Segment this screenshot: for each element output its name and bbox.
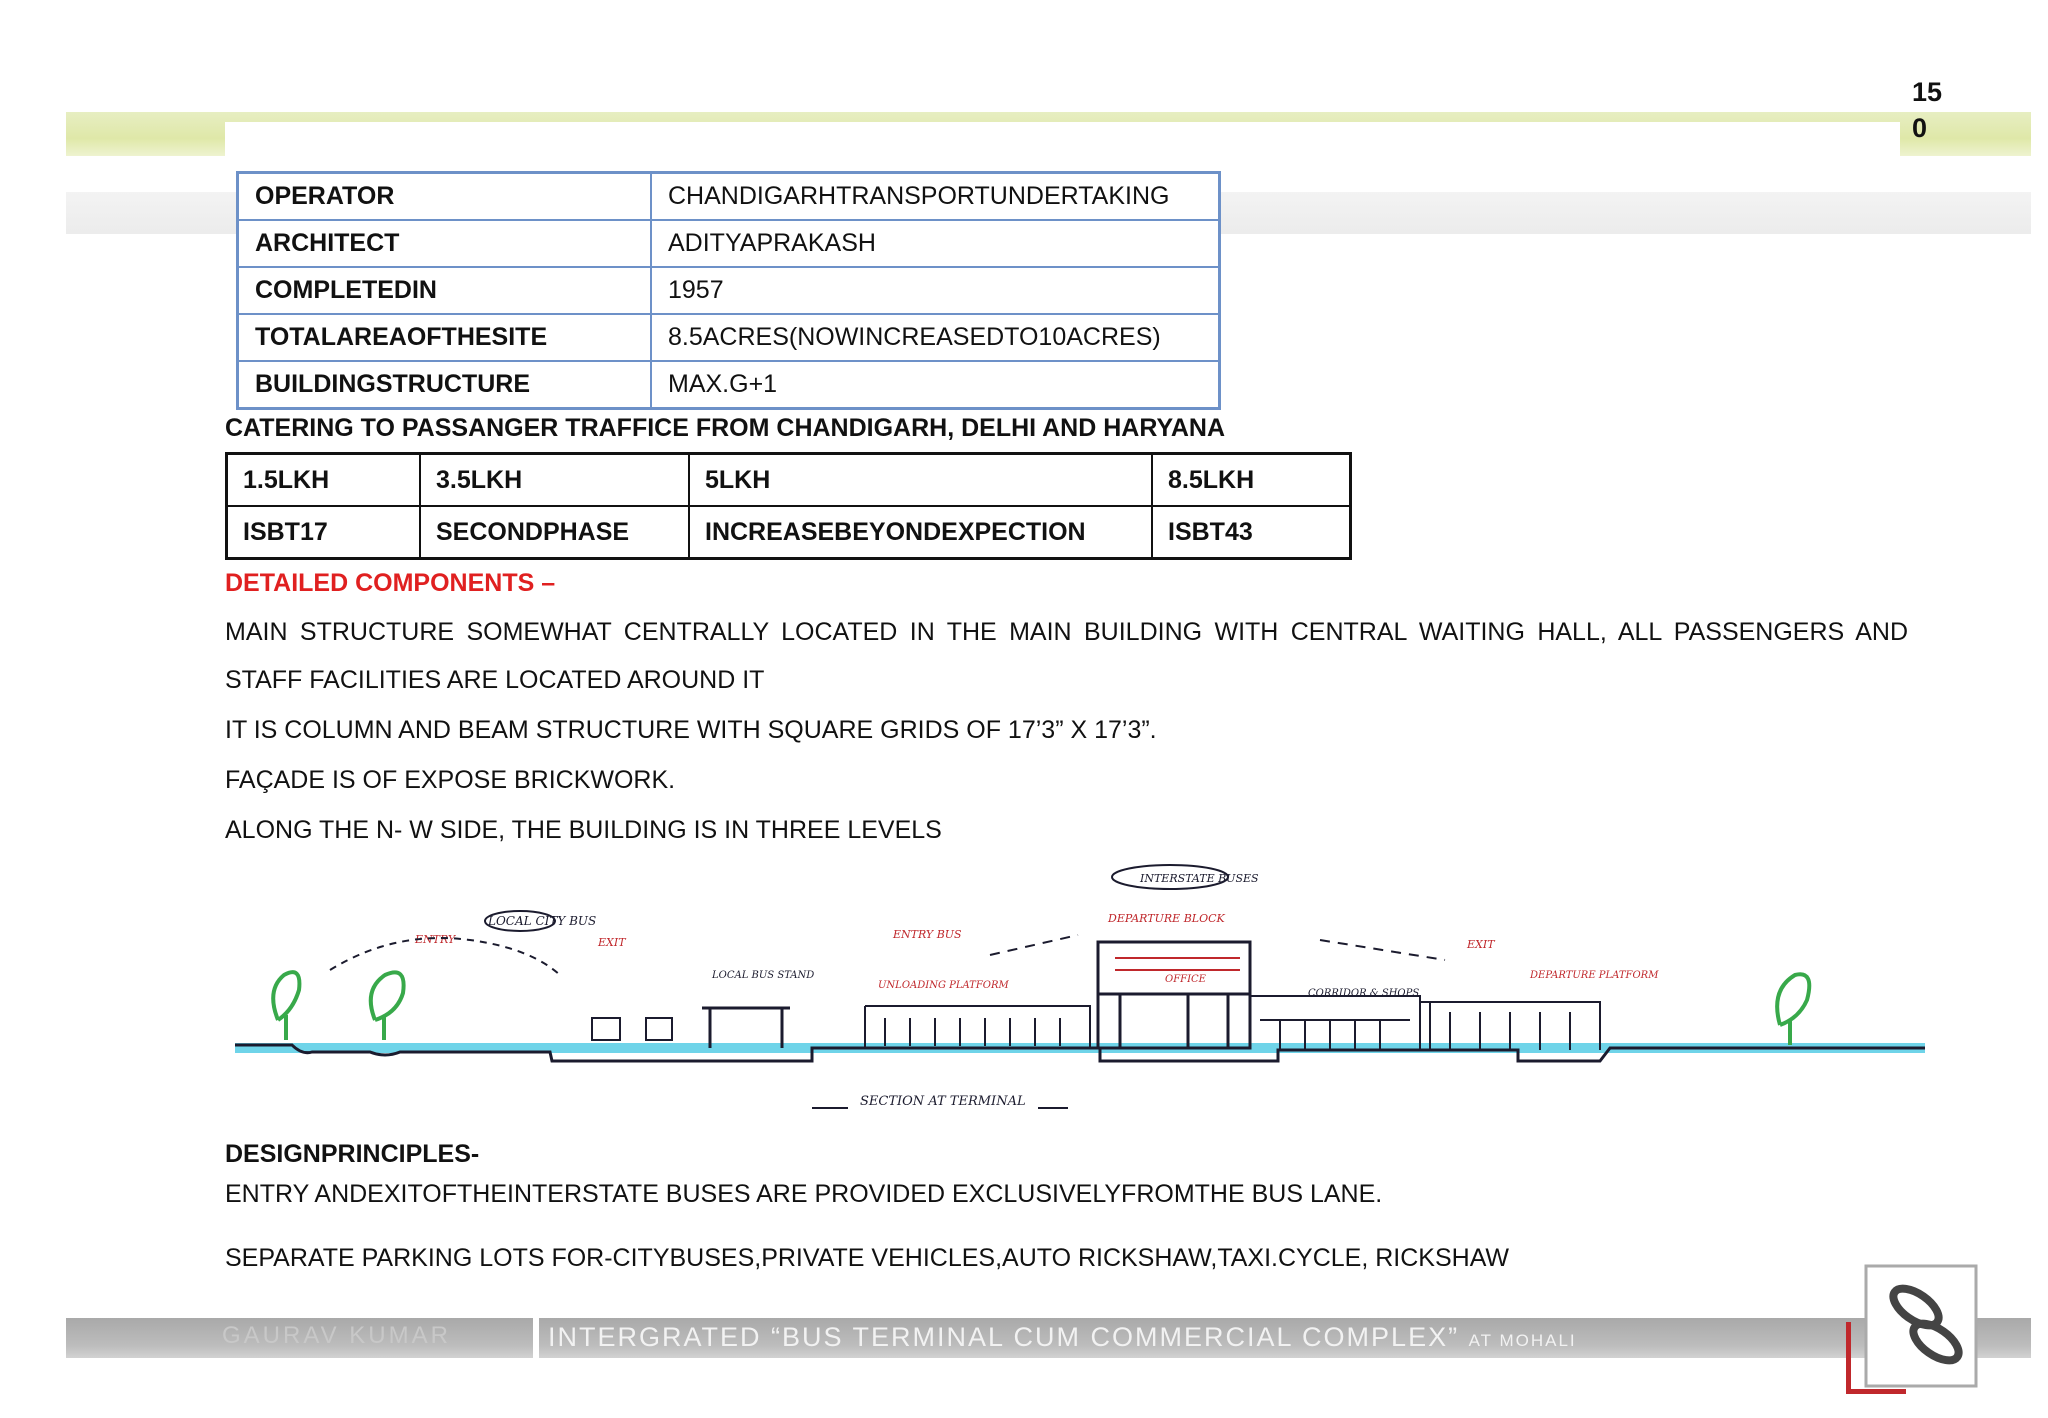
traffic-cell: 8.5LKH bbox=[1152, 454, 1351, 507]
table-row bbox=[238, 173, 1220, 221]
sketch-label-departure-platform: DEPARTURE PLATFORM bbox=[1530, 970, 1659, 981]
sketch-label-unloading-platform: UNLOADING PLATFORM bbox=[878, 980, 1009, 991]
info-key: TOTALAREAOFTHESITE bbox=[238, 314, 652, 361]
traffic-cell: ISBT17 bbox=[227, 506, 421, 559]
sketch-label-exit-right: EXIT bbox=[1467, 938, 1495, 951]
sketch-label-local-bus-stand: LOCAL BUS STAND bbox=[712, 970, 815, 981]
footer-divider bbox=[533, 1318, 539, 1358]
arrow-exit bbox=[1320, 940, 1445, 960]
footer-title-text: INTERGRATED “BUS TERMINAL CUM COMMERCIAL COMPLEX” bbox=[548, 1322, 1460, 1352]
sketch-label-entry-bus: ENTRY BUS bbox=[893, 928, 962, 941]
sketch-caption: SECTION AT TERMINAL bbox=[860, 1094, 1026, 1109]
info-key: COMPLETEDIN bbox=[238, 267, 652, 314]
section-sketch bbox=[220, 860, 1940, 1130]
tree-icon bbox=[1777, 974, 1809, 1045]
project-info-table bbox=[236, 171, 1221, 410]
vehicle-icon bbox=[592, 1018, 620, 1040]
info-value: MAX.G+1 bbox=[651, 361, 1220, 409]
design-point: SEPARATE PARKING LOTS FOR-CITYBUSES,PRIVATE VEHICLES,AUTO RICKSHAW,TAXI.CYCLE, RICKSHAW bbox=[225, 1244, 1510, 1272]
paragraph: FAÇADE IS OF EXPOSE BRICKWORK. bbox=[225, 766, 676, 794]
page-number: 15 0 bbox=[1912, 77, 1943, 143]
tree-icon bbox=[273, 972, 299, 1040]
sketch-label-corridor-shops: CORRIDOR & SHOPS bbox=[1308, 988, 1420, 999]
info-key: OPERATOR bbox=[238, 173, 652, 221]
arrow-entry bbox=[990, 935, 1078, 955]
paragraph: IT IS COLUMN AND BEAM STRUCTURE WITH SQUARE GRIDS OF 17’3” X 17’3”. bbox=[225, 716, 1157, 744]
paragraph: MAIN STRUCTURE SOMEWHAT CENTRALLY LOCATED IN THE MAIN BUILDING WITH CENTRAL WAITING HALL, ALL PASSENGERS AND STAFF FACILITIES ARE LOCATED AROUND IT bbox=[225, 618, 1908, 694]
chain-logo-icon bbox=[1846, 1262, 1988, 1394]
table-row bbox=[238, 267, 1220, 314]
sketch-label-local-city-bus: LOCAL CITY BUS bbox=[488, 914, 597, 928]
info-value: 1957 bbox=[651, 267, 1220, 314]
traffic-cell: SECONDPHASE bbox=[420, 506, 689, 559]
footer-place: AT MOHALI bbox=[1468, 1331, 1577, 1350]
table-row bbox=[238, 314, 1220, 361]
table-row bbox=[227, 454, 1351, 507]
info-value: 8.5ACRES(NOWINCREASEDTO10ACRES) bbox=[651, 314, 1220, 361]
sketch-label-entry-left: ENTRY bbox=[415, 933, 456, 946]
info-value: ADITYAPRAKASH bbox=[651, 220, 1220, 267]
design-principles-heading: DESIGNPRINCIPLES- bbox=[225, 1140, 480, 1168]
components-heading: DETAILED COMPONENTS – bbox=[225, 569, 556, 597]
table-row bbox=[238, 361, 1220, 409]
traffic-cell: ISBT43 bbox=[1152, 506, 1351, 559]
info-value: CHANDIGARHTRANSPORTUNDERTAKING bbox=[651, 173, 1220, 221]
table-row bbox=[227, 506, 1351, 559]
departure-platform bbox=[1420, 1002, 1600, 1050]
footer-author: GAURAV KUMAR bbox=[222, 1322, 451, 1349]
info-key: ARCHITECT bbox=[238, 220, 652, 267]
traffic-cell: 3.5LKH bbox=[420, 454, 689, 507]
traffic-cell: INCREASEBEYONDEXPECTION bbox=[689, 506, 1152, 559]
corridor-shops bbox=[1250, 996, 1420, 1050]
info-key: BUILDINGSTRUCTURE bbox=[238, 361, 652, 409]
traffic-cell: 1.5LKH bbox=[227, 454, 421, 507]
header-band-inset bbox=[225, 122, 1900, 156]
tree-icon bbox=[371, 972, 404, 1040]
local-bus-stand bbox=[702, 1008, 790, 1048]
sketch-label-office: OFFICE bbox=[1165, 974, 1206, 985]
traffic-heading: CATERING TO PASSANGER TRAFFICE FROM CHANDIGARH, DELHI AND HARYANA bbox=[225, 414, 1226, 442]
traffic-table bbox=[225, 452, 1352, 560]
table-row bbox=[238, 220, 1220, 267]
paragraph: ALONG THE N- W SIDE, THE BUILDING IS IN THREE LEVELS bbox=[225, 816, 942, 844]
footer-title bbox=[548, 1322, 1577, 1353]
sketch-label-interstate-buses: INTERSTATE BUSES bbox=[1140, 872, 1259, 885]
unloading-platform bbox=[865, 1006, 1090, 1048]
departure-block bbox=[1098, 942, 1250, 1048]
sketch-label-departure-block: DEPARTURE BLOCK bbox=[1108, 912, 1225, 925]
traffic-cell: 5LKH bbox=[689, 454, 1152, 507]
design-point: ENTRY ANDEXITOFTHEINTERSTATE BUSES ARE PROVIDED EXCLUSIVELYFROMTHE BUS LANE. bbox=[225, 1180, 1383, 1208]
sketch-label-exit-left: EXIT bbox=[598, 936, 626, 949]
vehicle-icon bbox=[646, 1018, 672, 1040]
